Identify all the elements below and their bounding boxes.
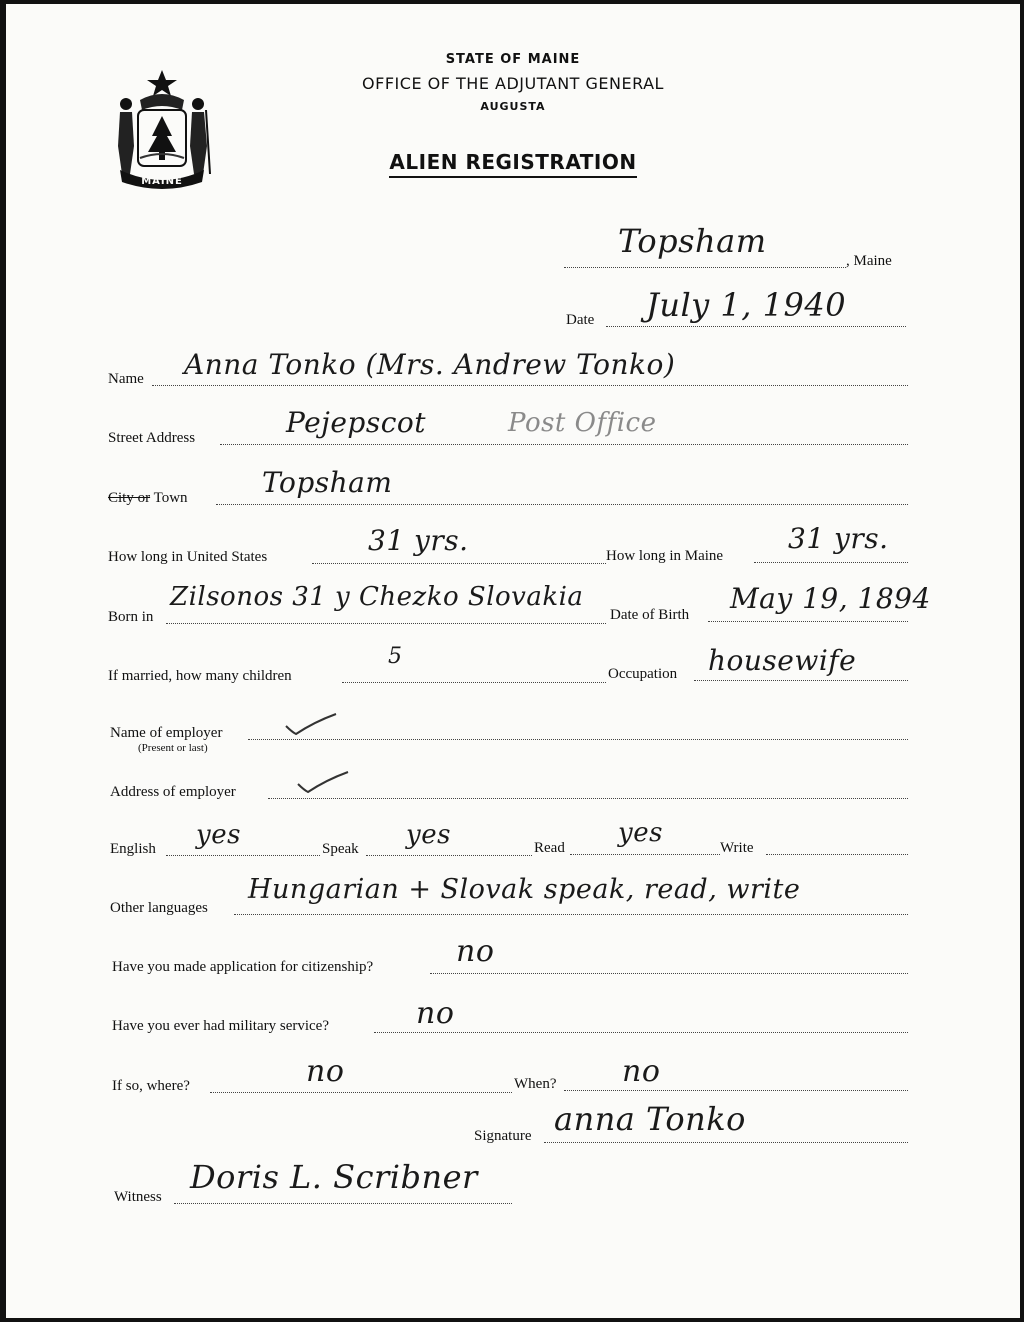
street-address-label: Street Address xyxy=(108,430,196,446)
write-label: Write xyxy=(720,840,754,856)
children-entry: 5 xyxy=(388,644,403,669)
street-address-note: Post Office xyxy=(508,408,657,438)
other-languages-label: Other languages xyxy=(110,900,208,916)
form-title: ALIEN REGISTRATION xyxy=(6,150,1020,174)
citizenship-label: Have you made application for citizenship? xyxy=(112,959,374,975)
military-entry: no xyxy=(416,996,455,1031)
header-city: AUGUSTA xyxy=(480,100,546,113)
how-long-maine-entry: 31 yrs. xyxy=(788,522,889,555)
born-in-entry: Zilsonos 31 y Chezko Slovakia xyxy=(170,582,584,612)
other-languages-entry: Hungarian + Slovak speak, read, write xyxy=(248,874,801,905)
signature-label: Signature xyxy=(474,1128,532,1144)
speak-entry: yes xyxy=(406,820,451,850)
employer-name-label: Name of employer xyxy=(110,725,223,741)
when-entry: no xyxy=(622,1054,661,1089)
street-address-entry: Pejepscot xyxy=(286,406,426,439)
military-label: Have you ever had military service? xyxy=(112,1018,329,1034)
witness-label: Witness xyxy=(114,1189,162,1205)
name-label: Name xyxy=(108,371,144,387)
where-entry: no xyxy=(306,1054,345,1089)
name-entry: Anna Tonko (Mrs. Andrew Tonko) xyxy=(184,348,676,381)
how-long-maine-label: How long in Maine xyxy=(606,548,724,564)
when-label: When? xyxy=(514,1076,557,1092)
speak-label: Speak xyxy=(322,841,359,857)
occupation-entry: housewife xyxy=(708,644,857,677)
employer-name-check-icon xyxy=(284,712,338,738)
employer-address-label: Address of employer xyxy=(110,784,236,800)
read-entry: yes xyxy=(618,818,663,848)
witness-entry: Doris L. Scribner xyxy=(190,1158,478,1196)
date-entry: July 1, 1940 xyxy=(646,286,847,324)
town-entry: Topsham xyxy=(262,466,393,499)
registration-form-page xyxy=(6,4,1020,1318)
citizenship-entry: no xyxy=(456,934,495,969)
how-long-us-entry: 31 yrs. xyxy=(368,524,469,557)
if-so-where-label: If so, where? xyxy=(112,1078,190,1094)
born-in-label: Born in xyxy=(108,609,154,625)
english-entry: yes xyxy=(196,820,241,850)
date-of-birth-entry: May 19, 1894 xyxy=(730,582,931,615)
header-state: STATE OF MAINE xyxy=(445,52,581,67)
town-label: City or Town xyxy=(108,490,188,506)
occupation-label: Occupation xyxy=(608,666,678,682)
svg-text:MAINE: MAINE xyxy=(141,176,183,187)
children-label: If married, how many children xyxy=(108,668,292,684)
english-label: English xyxy=(110,841,156,857)
header-office: OFFICE OF THE ADJUTANT GENERAL xyxy=(362,74,664,93)
employer-note-label: (Present or last) xyxy=(138,742,208,754)
read-label: Read xyxy=(534,840,565,856)
how-long-us-label: How long in United States xyxy=(108,549,268,565)
date-label: Date xyxy=(566,312,595,328)
town-top-entry: Topsham xyxy=(618,222,767,260)
date-of-birth-label: Date of Birth xyxy=(610,607,690,623)
employer-address-check-icon xyxy=(296,770,350,796)
maine-suffix-label: , Maine xyxy=(846,253,892,269)
signature-entry: anna Tonko xyxy=(554,1100,746,1138)
